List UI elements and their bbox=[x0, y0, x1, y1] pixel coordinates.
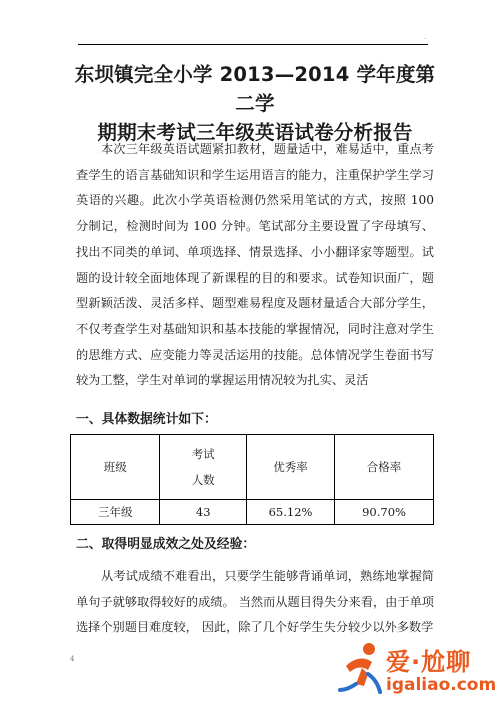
cell-excellent-rate: 65.12% bbox=[246, 500, 334, 525]
document-title bbox=[70, 60, 440, 147]
intro-paragraph: 本次三年级英语试题紧扣教材，题量适中，难易适中，重点考查学生的语言基础知识和学生运用语言的能力，注重保护学生学习英语的兴趣。此次小学英语检测仍然采用笔试的方式，按照 100 分制记，检测时间为 100 分钟。笔试部分主要设置了字母填写、找出不同类的单词、单项选择、情景选择、小小翻译家等题型。试题的设计较全面地体现了新课程的目的和要求。试卷知识面广，题型新颖活泼、灵活多样、题型难易程度及题材量适合大部分学生，不仅考查学生对基础知识和基本技能的掌握情况，同时注意对学生的思维方式、应变能力等灵活运用的技能。总体情况学生卷面书写较为工整，学生对单词的掌握运用情况较为扎实、灵活 bbox=[76, 142, 434, 388]
section-heading-experience: 二、取得明显成效之处及经验： bbox=[76, 537, 256, 552]
intro-section bbox=[76, 137, 434, 394]
cell-class: 三年级 bbox=[71, 500, 160, 525]
experience-section bbox=[76, 564, 434, 641]
cell-count: 43 bbox=[160, 500, 247, 525]
experience-paragraph: 从考试成绩不难看出，只要学生能够背诵单词，熟练地掌握简单句子就够取得较好的成绩。 当然而从题目得失分来看，由于单项选择个别题目难度较， 因此，除了几个好学生失分较少以外多数学 bbox=[76, 569, 434, 635]
header-pass-rate: 合格率 bbox=[335, 435, 434, 500]
corner-mark: . bbox=[424, 34, 426, 41]
stats-table-header-row bbox=[71, 435, 434, 500]
header-exam-count-line1: 考试 bbox=[191, 447, 215, 461]
header-class: 班级 bbox=[71, 435, 160, 500]
header-excellent-rate: 优秀率 bbox=[246, 435, 334, 500]
watermark-url: igaliao.com bbox=[386, 675, 497, 695]
header-exam-count-line2: 人数 bbox=[191, 473, 215, 487]
cell-pass-rate: 90.70% bbox=[335, 500, 434, 525]
stats-table bbox=[70, 434, 434, 525]
section-heading-data: 一、具体数据统计如下： bbox=[76, 412, 217, 427]
title-line-1: 东坝镇完全小学 2013—2014 学年度第二学 bbox=[74, 63, 436, 115]
watermark bbox=[338, 640, 500, 700]
header-rule bbox=[78, 44, 428, 45]
table-row bbox=[71, 500, 434, 525]
title-line-2: 期期末考试三年级英语试卷分析报告 bbox=[97, 121, 413, 144]
watermark-brand: 爱·尬聊 bbox=[386, 648, 472, 676]
header-exam-count bbox=[160, 435, 247, 500]
footnote-mark: 4 bbox=[70, 655, 75, 663]
runner-logo-icon bbox=[338, 640, 384, 696]
